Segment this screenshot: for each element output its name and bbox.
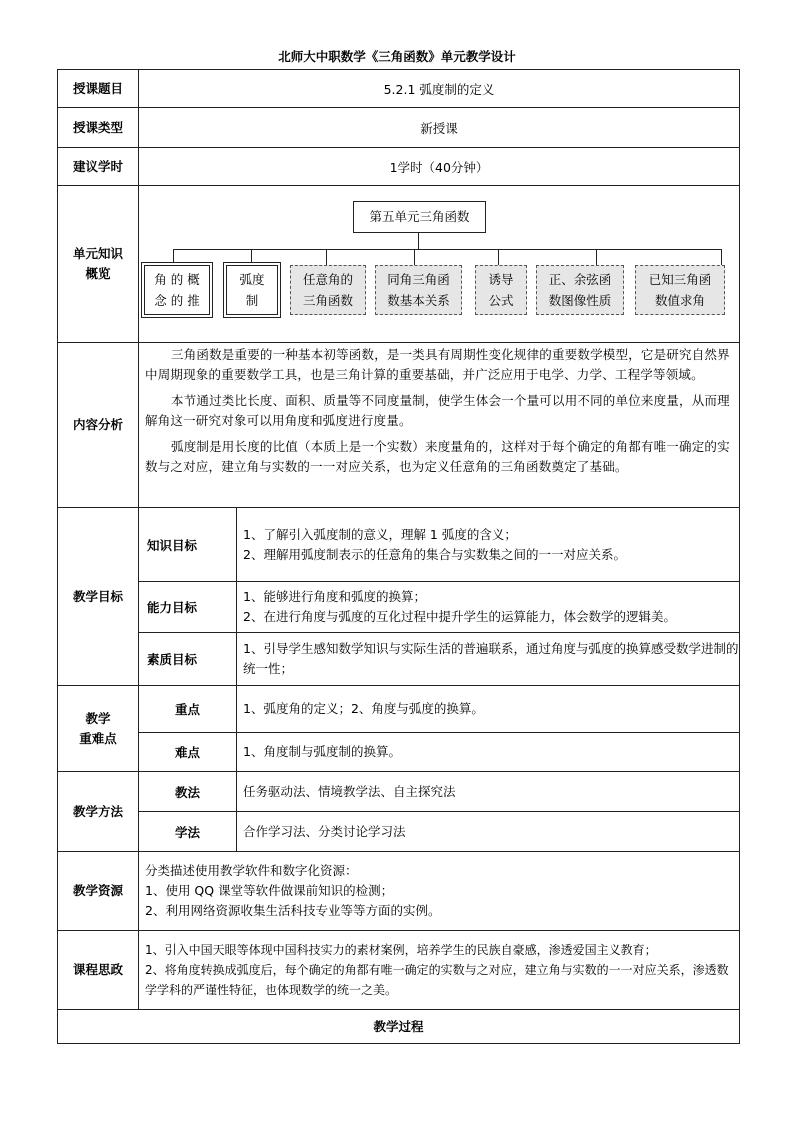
- row-goal-knowledge: [58, 508, 740, 582]
- row-goal-quality: [58, 633, 740, 686]
- content-analysis-label: 内容分析: [58, 343, 139, 508]
- diagram-connector: [326, 249, 327, 265]
- knowledge-goal-text: 1、了解引入弧度制的意义，理解 1 弧度的含义； 2、理解用弧度制表示的任意角的集合与实数集之间的一一对应关系。: [237, 508, 740, 582]
- diagram-child-radian: 弧度 制: [226, 265, 278, 315]
- row-learning-method: [58, 812, 740, 852]
- diagram-child-trig-function: 任意角的 三角函数: [290, 265, 366, 315]
- methods-label: 教学方法: [58, 772, 139, 852]
- diagram-child-find-angle: 已知三角函 数值求角: [635, 265, 725, 315]
- diagram-connector: [596, 249, 597, 265]
- ability-goal-label: 能力目标: [139, 582, 237, 633]
- quality-goal-text: 1、引导学生感知数学知识与实际生活的普遍联系，通过角度与弧度的换算感受数学进制的统一性；: [237, 633, 740, 686]
- ideology-text: 1、引入中国天眼等体现中国科技实力的素材案例，培养学生的民族自豪感，渗透爱国主义教育； 2、将角度转换成弧度后，每个确定的角都有唯一确定的实数与之对应，建立角与实数的一一对应关系，渗透数学学科的严谨性特征，也体现数学的统一之美。: [139, 931, 740, 1010]
- diagram-connector: [251, 249, 252, 262]
- row-topic: [58, 70, 740, 108]
- teaching-method-text: 任务驱动法、情境教学法、自主探究法: [237, 772, 740, 812]
- content-paragraph: 三角函数是重要的一种基本初等函数，是一类具有周期性变化规律的重要数学模型，它是研究自然界中周期现象的重要数学工具，也是三角计算的重要基础，并广泛应用于电学、力学、工程学等领域。: [145, 347, 730, 382]
- resources-text: 分类描述使用教学软件和数字化资源： 1、使用 QQ 课堂等软件做课前知识的检测； 2、利用网络资源收集生活科技专业等等方面的实例。: [139, 852, 740, 931]
- key-point-text: 1、弧度角的定义；2、角度与弧度的换算。: [237, 686, 740, 733]
- learning-method-label: 学法: [139, 812, 237, 852]
- knowledge-diagram: [139, 186, 739, 322]
- row-content-analysis: [58, 343, 740, 508]
- content-analysis-text: [139, 343, 740, 508]
- knowledge-overview-label-line2: 概览: [85, 266, 111, 281]
- ideology-label: 课程思政: [58, 931, 139, 1010]
- row-difficult-point: [58, 733, 740, 772]
- type-value: 新授课: [139, 108, 740, 148]
- hours-value: 1学时（40分钟）: [139, 148, 740, 186]
- diagram-child-concept: 角 的 概 念 的 推: [144, 265, 210, 315]
- knowledge-goal-label: 知识目标: [139, 508, 237, 582]
- topic-value: 5.2.1 弧度制的定义: [139, 70, 740, 108]
- row-ideology: [58, 931, 740, 1010]
- diagram-root-box: 第五单元三角函数: [353, 201, 486, 233]
- type-label: 授课类型: [58, 108, 139, 148]
- document-title: 北师大中职数学《三角函数》单元教学设计: [278, 49, 516, 64]
- learning-method-text: 合作学习法、分类讨论学习法: [237, 812, 740, 852]
- ability-goal-text: 1、能够进行角度和弧度的换算； 2、在进行角度与弧度的互化过程中提升学生的运算能力，体会数学的逻辑美。: [237, 582, 740, 633]
- diagram-child-induction-formula: 诱导 公式: [475, 265, 527, 315]
- difficult-point-label: 难点: [139, 733, 237, 772]
- diagram-child-graph-properties: 正、余弦函 数图像性质: [536, 265, 624, 315]
- diagram-connector: [418, 232, 419, 249]
- lesson-plan-table: [57, 69, 740, 1044]
- key-point-label: 重点: [139, 686, 237, 733]
- row-knowledge-overview: [58, 186, 740, 343]
- knowledge-diagram-cell: [139, 186, 740, 343]
- knowledge-overview-label: [58, 186, 139, 343]
- knowledge-overview-label-line1: 单元知识: [72, 246, 123, 261]
- quality-goal-label: 素质目标: [139, 633, 237, 686]
- teaching-method-label: 教法: [139, 772, 237, 812]
- diagram-connector: [498, 249, 499, 265]
- diagram-connector: [414, 249, 415, 265]
- content-paragraph: 本节通过类比长度、面积、质量等不同度量制，使学生体会一个量可以用不同的单位来度量，从而理解角这一研究对象可以用角度和弧度进行度量。: [145, 393, 730, 428]
- hours-label: 建议学时: [58, 148, 139, 186]
- diagram-connector: [721, 249, 722, 265]
- process-label: 教学过程: [58, 1010, 740, 1044]
- content-paragraph: 弧度制是用长度的比值（本质上是一个实数）来度量角的，这样对于每个确定的角都有唯一确定的实数与之对应，建立角与实数的一一对应关系，也为定义任意角的三角函数奠定了基础。: [145, 439, 730, 474]
- row-hours: [58, 148, 740, 186]
- topic-label: 授课题目: [58, 70, 139, 108]
- difficult-point-text: 1、角度制与弧度制的换算。: [237, 733, 740, 772]
- row-key-point: [58, 686, 740, 733]
- diagram-connector: [173, 249, 174, 262]
- key-points-label: 教学 重难点: [58, 686, 139, 772]
- row-process: [58, 1010, 740, 1044]
- row-goal-ability: [58, 582, 740, 633]
- row-resources: [58, 852, 740, 931]
- row-teaching-method: [58, 772, 740, 812]
- goals-label: 教学目标: [58, 508, 139, 686]
- row-type: [58, 108, 740, 148]
- diagram-child-basic-relation: 同角三角函 数基本关系: [375, 265, 462, 315]
- diagram-connector: [173, 249, 721, 250]
- resources-label: 教学资源: [58, 852, 139, 931]
